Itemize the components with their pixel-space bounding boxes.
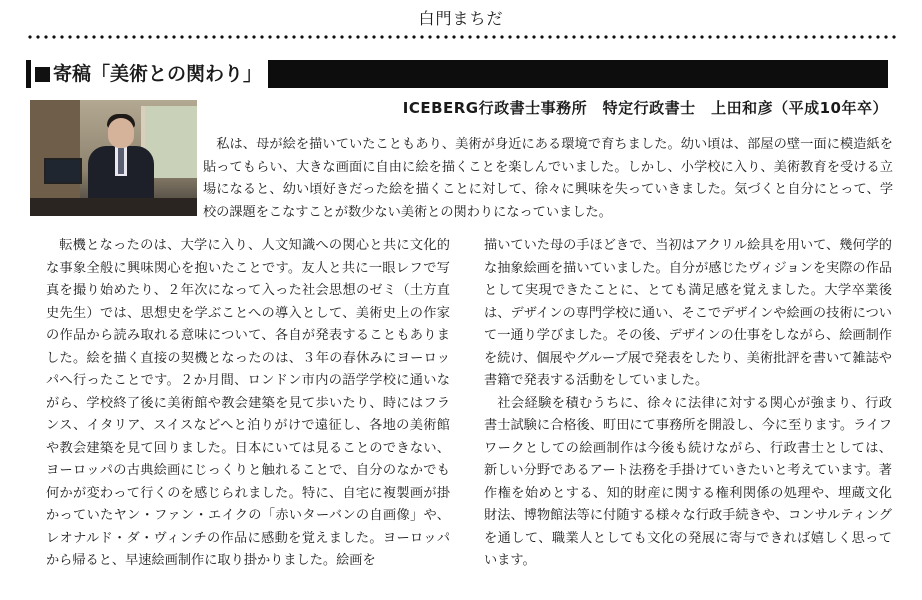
article-left-column — [46, 235, 450, 573]
intro-paragraph: 私は、母が絵を描いていたこともあり、美術が身近にある環境で育ちました。幼い頃は、部屋の壁一面に模造紙を貼ってもらい、大きな画面に自由に絵を描くことを楽しんでいました。しかし、小学校に入り、美術教育を受ける立場になると、幼い頃好きだった絵を描くことに対して、徐々に興味を失っていきました。気づくと自分にとって、学校の課題をこなすことが数少ない美術との関わりになっていました。 — [203, 137, 894, 220]
article-right-column — [484, 235, 892, 573]
left-paragraph-1: 転機となったのは、大学に入り、人文知識への関心と共に文化的な事象全般に興味関心を抱いたことです。友人と共に一眼レフで写真を撮り始めたり、２年次になって入った社会思想のゼミ（土方直史先生）では、思想史を学ぶことへの導入として、美術史上の作家の作品から読み取れる意味について、各自が発表することもありました。絵を描く直接の契機となったのは、３年の春休みにヨーロッパへ行ったことです。２か月間、ロンドン市内の語学学校に通いながら、学校終了後に美術館や教会建築を見て歩いたり、時にはフランス、イタリア、スイスなどへと泊りがけで遠征し、各地の美術館や教会建築を見て回りました。日本にいては見ることのできない、ヨーロッパの古典絵画にじっくりと触れることで、自分のなかでも何かが変わって行くのを感じられました。特に、自宅に複製画が掛かっていたヤン・ファン・エイクの「赤いターバンの自画像」や、レオナルド・ダ・ヴィンチの作品に感動を覚えました。ヨーロッパから帰ると、早速絵画制作に取り掛かりました。絵画を — [46, 238, 450, 568]
black-square-icon — [35, 67, 50, 82]
monitor-icon — [44, 158, 82, 184]
author-byline: ICEBERG行政書士事務所 特定行政書士 上田和彦（平成10年卒） — [402, 99, 888, 117]
page-header-title: 白門まちだ — [418, 9, 504, 28]
section-heading — [31, 60, 268, 88]
right-paragraph-2: 社会経験を積むうちに、徐々に法律に対する関心が強まり、行政書士試験に合格後、町田にて事務所を開設し、今に至ります。ライフワークとしての絵画制作は今後も続けながら、行政書士としては、新しい分野であるアート法務を手掛けていきたいと考えています。著作権を始めとする、知的財産に関する権利関係の処理や、埋蔵文化財法、博物館法等に付随する様々な行政手続きや、コンサルティングを通して、職業人としても文化の発展に寄与できれば嬉しく思っています。 — [484, 395, 892, 568]
right-paragraph-1: 描いていた母の手ほどきで、当初はアクリル絵具を用いて、幾何学的な抽象絵画を描いていました。自分が感じたヴィジョンを実際の作品として実現できたことに、とても満足感を覚えました。大学卒業後は、デザインの専門学校に通い、そこでデザインや絵画の技術について一通り学びました。その後、デザインの仕事をしながら、絵画制作を続け、個展やグループ展で発表をしたり、美術批評を書いて雑誌や書籍で発表する活動をしていました。 — [484, 238, 892, 388]
author-portrait-photo — [30, 100, 197, 216]
section-heading-text: 寄稿「美術との関わり」 — [53, 63, 263, 85]
dotted-divider — [26, 35, 896, 39]
